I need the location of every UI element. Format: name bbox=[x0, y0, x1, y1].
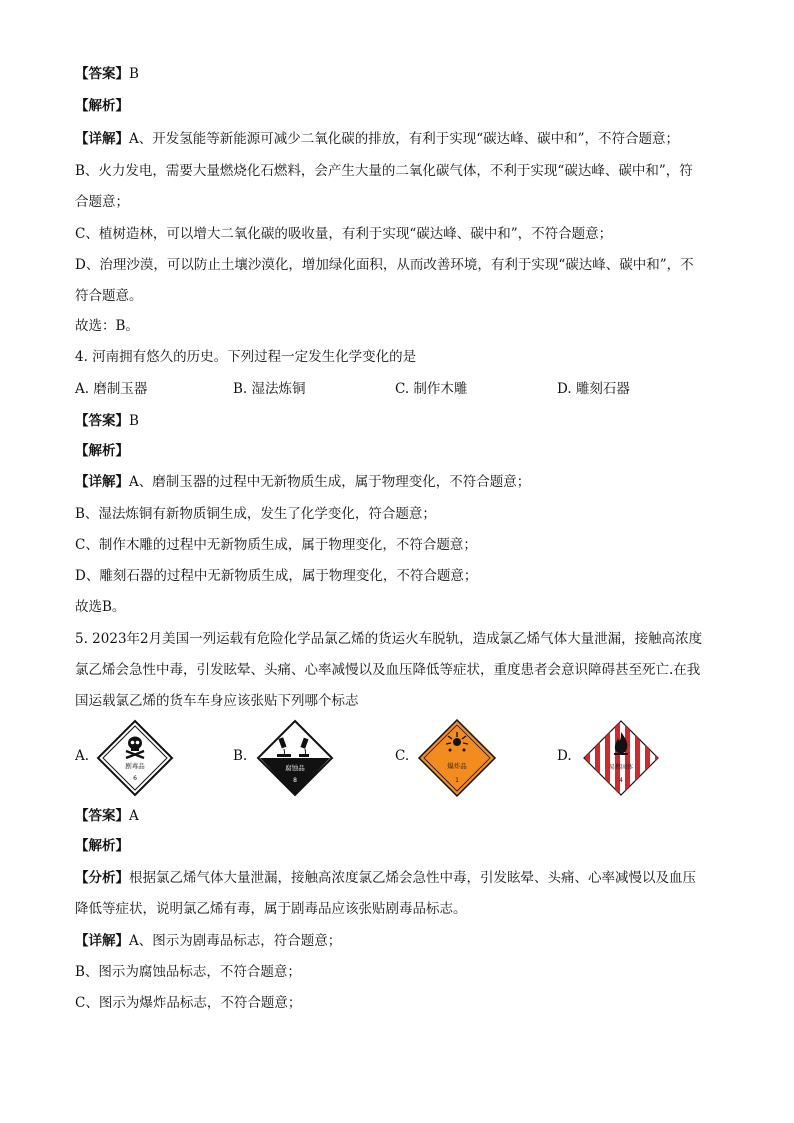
text-line: D、雕刻石器的过程中无新物质生成，属于物理变化，不符合题意； bbox=[75, 568, 478, 584]
text-line: B、图示为腐蚀品标志，不符合题意； bbox=[75, 964, 301, 980]
svg-text:4: 4 bbox=[619, 777, 623, 784]
detail-line: 【详解】A、图示为剧毒品标志，符合题意； bbox=[75, 933, 342, 949]
text-line: 氯乙烯会急性中毒，引发眩晕、头痛、心率减慢以及血压降低等症状，重度患者会意识障碍甚至死亡.在我 bbox=[75, 662, 701, 678]
text-line: D、治理沙漠，可以防止土壤沙漠化，增加绿化面积，从而改善环境，有利于实现“碳达峰、碳中和”，不 bbox=[75, 257, 694, 273]
analysis-heading: 【解析】 bbox=[75, 443, 129, 459]
svg-text:6: 6 bbox=[133, 775, 137, 782]
text-line: 故选：B。 bbox=[75, 318, 139, 334]
detail-line: 【详解】A、磨制玉器的过程中无新物质生成，属于物理变化，不符合题意； bbox=[75, 474, 531, 490]
question-5: 5. 2023年2月美国一列运载有危险化学品氯乙烯的货运火车脱轨，造成氯乙烯气体大量泄漏，接触高浓度 bbox=[75, 631, 703, 647]
answer-line: 【答案】A bbox=[75, 808, 139, 824]
analysis-heading: 【解析】 bbox=[75, 98, 129, 114]
svg-text:易燃固体: 易燃固体 bbox=[608, 764, 634, 771]
q4-option-b: B. 湿法炼铜 bbox=[233, 381, 306, 397]
text-line: 合题意； bbox=[75, 194, 129, 210]
text-line: 国运载氯乙烯的货车车身应该张贴下列哪个标志 bbox=[75, 693, 359, 709]
q5-option-c-label: C. bbox=[395, 748, 410, 764]
q5-option-b-label: B. bbox=[233, 748, 248, 764]
q5-options bbox=[75, 718, 725, 798]
analysis-line: 【分析】根据氯乙烯气体大量泄漏，接触高浓度氯乙烯会急性中毒，引发眩晕、头痛、心率减慢以及血压 bbox=[75, 870, 696, 886]
text-line: B、湿法炼铜有新物质铜生成，发生了化学变化，符合题意； bbox=[75, 506, 436, 522]
text-line: 符合题意。 bbox=[75, 288, 143, 304]
explosive-sign bbox=[417, 718, 497, 798]
q5-option-a-label: A. bbox=[75, 748, 90, 764]
q4-option-c: C. 制作木雕 bbox=[395, 381, 468, 397]
text-line: 降低等症状，说明氯乙烯有毒，属于剧毒品应该张贴剧毒品标志。 bbox=[75, 901, 467, 917]
corrosive-sign bbox=[255, 718, 335, 798]
analysis-heading: 【解析】 bbox=[75, 838, 129, 854]
answer-line: 【答案】B bbox=[75, 413, 139, 429]
svg-text:8: 8 bbox=[293, 777, 297, 784]
svg-text:腐蚀品: 腐蚀品 bbox=[285, 764, 305, 772]
svg-text:剧毒品: 剧毒品 bbox=[125, 762, 145, 770]
text-line: 故选B。 bbox=[75, 599, 126, 615]
text-line: C、植树造林，可以增大二氧化碳的吸收量，有利于实现“碳达峰、碳中和”，不符合题意； bbox=[75, 226, 613, 242]
text-line: B、火力发电，需要大量燃烧化石燃料，会产生大量的二氧化碳气体，不利于实现“碳达峰、碳中和”，符 bbox=[75, 163, 693, 179]
q4-option-d: D. 雕刻石器 bbox=[557, 381, 630, 397]
q5-option-d-label: D. bbox=[557, 748, 572, 764]
q4-option-a: A. 磨制玉器 bbox=[75, 381, 148, 397]
detail-line: 【详解】A、开发氢能等新能源可减少二氧化碳的排放，有利于实现“碳达峰、碳中和”，不符合题意； bbox=[75, 131, 680, 147]
toxic-sign bbox=[95, 718, 175, 798]
svg-text:爆炸品: 爆炸品 bbox=[447, 762, 467, 770]
svg-text:1: 1 bbox=[455, 777, 459, 784]
answer-line: 【答案】B bbox=[75, 66, 139, 82]
flammable-solid-sign bbox=[581, 718, 661, 798]
q4-options bbox=[75, 379, 725, 399]
question-4: 4. 河南拥有悠久的历史。下列过程一定发生化学变化的是 bbox=[75, 349, 417, 365]
text-line: C、图示为爆炸品标志，不符合题意； bbox=[75, 995, 302, 1011]
text-line: C、制作木雕的过程中无新物质生成，属于物理变化，不符合题意； bbox=[75, 537, 477, 553]
